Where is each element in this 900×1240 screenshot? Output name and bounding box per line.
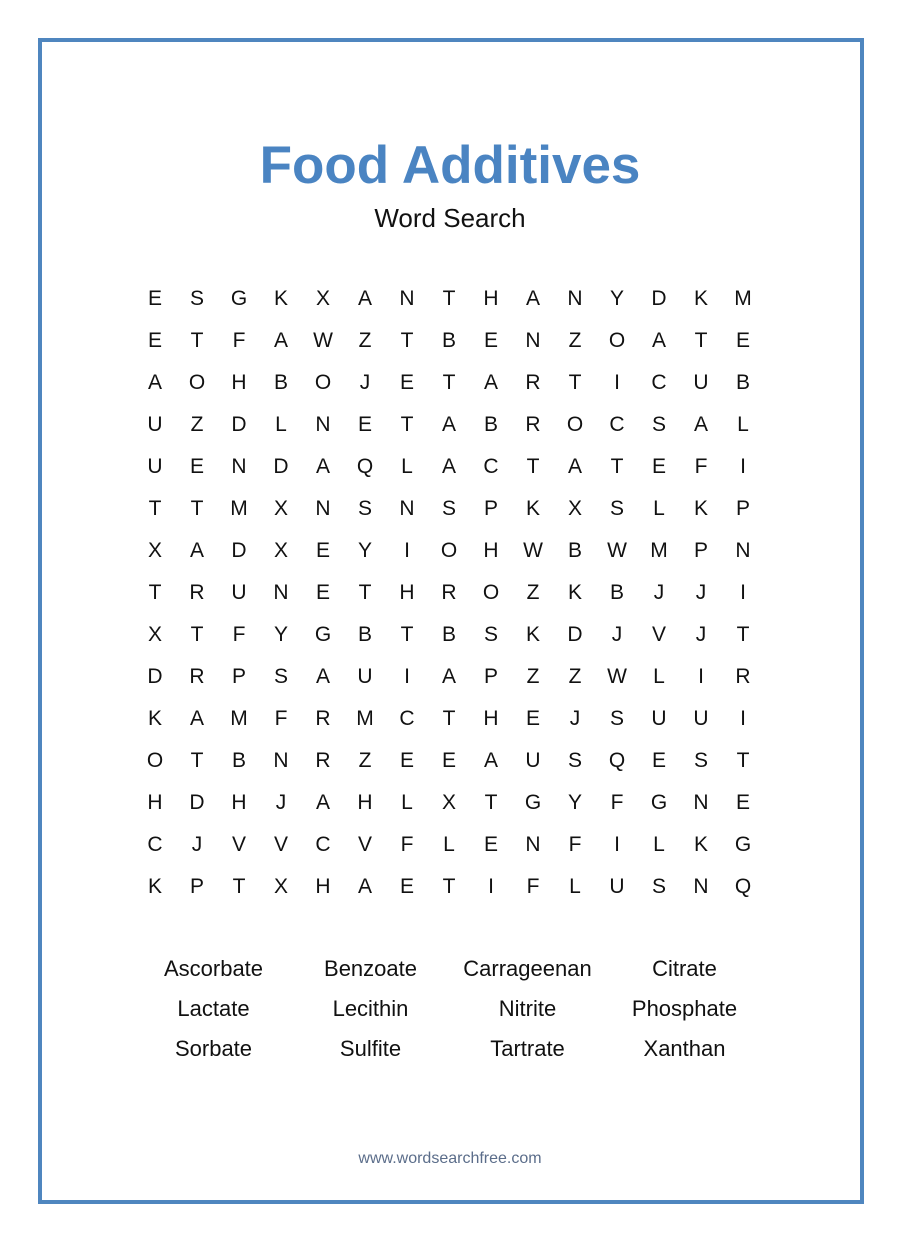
word-list-item: Sorbate bbox=[174, 1036, 253, 1061]
grid-cell: G bbox=[650, 791, 668, 814]
grid-cell: Y bbox=[357, 539, 372, 562]
grid-cell: K bbox=[273, 287, 288, 310]
grid-cell: E bbox=[399, 371, 414, 394]
grid-cell: P bbox=[693, 539, 708, 562]
word-list-item: Lecithin bbox=[332, 996, 409, 1021]
grid-cell: Z bbox=[526, 665, 540, 688]
grid-cell: X bbox=[315, 287, 330, 310]
grid-cell: A bbox=[651, 329, 666, 352]
grid-cell: N bbox=[693, 791, 709, 814]
grid-cell: I bbox=[488, 875, 494, 898]
grid-cell: M bbox=[230, 707, 248, 730]
grid-cell: G bbox=[314, 623, 332, 646]
grid-cell: K bbox=[525, 623, 540, 646]
grid-cell: L bbox=[401, 791, 413, 814]
grid-cell: S bbox=[609, 707, 624, 730]
grid-cell: A bbox=[273, 329, 288, 352]
grid-cell: F bbox=[526, 875, 540, 898]
grid-cell: F bbox=[568, 833, 582, 856]
grid-cell: T bbox=[736, 623, 750, 646]
grid-cell: E bbox=[399, 875, 414, 898]
grid-cell: J bbox=[275, 791, 287, 814]
grid-cell: A bbox=[315, 455, 330, 478]
grid-cell: N bbox=[315, 497, 331, 520]
grid-cell: N bbox=[399, 287, 415, 310]
grid-cell: I bbox=[614, 833, 620, 856]
grid-cell: W bbox=[607, 539, 627, 562]
grid-cell: A bbox=[189, 539, 204, 562]
grid-cell: T bbox=[526, 455, 540, 478]
grid-cell: J bbox=[653, 581, 665, 604]
grid-cell: T bbox=[190, 497, 204, 520]
grid-cell: T bbox=[610, 455, 624, 478]
grid-cell: O bbox=[566, 413, 584, 436]
grid-cell: A bbox=[441, 455, 456, 478]
grid-cell: Y bbox=[567, 791, 582, 814]
word-list-item: Nitrite bbox=[498, 996, 557, 1021]
grid-cell: T bbox=[400, 413, 414, 436]
grid-cell: C bbox=[399, 707, 415, 730]
grid-cell: O bbox=[482, 581, 500, 604]
grid-cell: Z bbox=[568, 329, 582, 352]
grid-cell: Z bbox=[358, 329, 372, 352]
grid-cell: K bbox=[693, 287, 708, 310]
grid-cell: R bbox=[189, 665, 205, 688]
grid-cell: E bbox=[441, 749, 456, 772]
grid-cell: K bbox=[567, 581, 582, 604]
grid-cell: B bbox=[483, 413, 498, 436]
grid-cell: I bbox=[740, 581, 746, 604]
grid-cell: L bbox=[653, 497, 665, 520]
grid-cell: E bbox=[735, 791, 750, 814]
grid-cell: F bbox=[232, 623, 246, 646]
grid-cell: F bbox=[232, 329, 246, 352]
grid-cell: U bbox=[609, 875, 625, 898]
grid-cell: V bbox=[273, 833, 288, 856]
letter-grid bbox=[134, 278, 764, 908]
grid-cell: Q bbox=[356, 455, 374, 478]
grid-cell: U bbox=[231, 581, 247, 604]
grid-cell: G bbox=[524, 791, 542, 814]
grid-cell: X bbox=[147, 539, 162, 562]
grid-cell: M bbox=[734, 287, 752, 310]
grid-cell: I bbox=[740, 455, 746, 478]
grid-cell: H bbox=[483, 539, 499, 562]
grid-cell: E bbox=[651, 749, 666, 772]
grid-cell: Z bbox=[190, 413, 204, 436]
grid-cell: A bbox=[567, 455, 582, 478]
grid-cell: U bbox=[525, 749, 541, 772]
grid-cell: D bbox=[273, 455, 289, 478]
grid-cell: U bbox=[357, 665, 373, 688]
grid-cell: O bbox=[146, 749, 164, 772]
grid-cell: V bbox=[357, 833, 372, 856]
grid-cell: V bbox=[231, 833, 246, 856]
grid-cell: T bbox=[400, 329, 414, 352]
grid-cell: S bbox=[567, 749, 582, 772]
grid-cell: E bbox=[315, 581, 330, 604]
footer-url[interactable]: www.wordsearchfree.com bbox=[358, 1150, 542, 1167]
grid-cell: F bbox=[610, 791, 624, 814]
grid-cell: Y bbox=[273, 623, 288, 646]
grid-cell: T bbox=[736, 749, 750, 772]
grid-cell: A bbox=[357, 287, 372, 310]
grid-cell: L bbox=[653, 665, 665, 688]
grid-cell: N bbox=[735, 539, 751, 562]
grid-cell: A bbox=[441, 413, 456, 436]
grid-cell: H bbox=[231, 371, 247, 394]
grid-cell: P bbox=[189, 875, 204, 898]
grid-cell: T bbox=[190, 749, 204, 772]
grid-cell: H bbox=[483, 707, 499, 730]
grid-cell: P bbox=[483, 665, 498, 688]
grid-cell: R bbox=[525, 413, 541, 436]
grid-cell: P bbox=[231, 665, 246, 688]
grid-cell: U bbox=[147, 455, 163, 478]
grid-cell: R bbox=[735, 665, 751, 688]
grid-cell: S bbox=[651, 875, 666, 898]
grid-cell: U bbox=[651, 707, 667, 730]
grid-cell: A bbox=[147, 371, 162, 394]
word-list-item: Phosphate bbox=[631, 996, 738, 1021]
word-list-item: Tartrate bbox=[490, 1036, 565, 1061]
grid-cell: A bbox=[693, 413, 708, 436]
grid-cell: L bbox=[443, 833, 455, 856]
grid-cell: D bbox=[567, 623, 583, 646]
grid-cell: I bbox=[614, 371, 620, 394]
grid-cell: T bbox=[442, 875, 456, 898]
word-list-item: Ascorbate bbox=[163, 956, 264, 981]
grid-cell: F bbox=[274, 707, 288, 730]
grid-cell: A bbox=[315, 791, 330, 814]
grid-cell: E bbox=[315, 539, 330, 562]
grid-cell: B bbox=[609, 581, 624, 604]
grid-cell: T bbox=[148, 497, 162, 520]
grid-cell: X bbox=[147, 623, 162, 646]
grid-cell: J bbox=[569, 707, 581, 730]
word-list-item: Carrageenan bbox=[463, 956, 592, 981]
grid-cell: T bbox=[568, 371, 582, 394]
grid-cell: N bbox=[693, 875, 709, 898]
grid-cell: R bbox=[441, 581, 457, 604]
grid-cell: H bbox=[399, 581, 415, 604]
grid-cell: U bbox=[693, 371, 709, 394]
page-title: Food Additives bbox=[259, 136, 641, 195]
grid-cell: L bbox=[569, 875, 581, 898]
grid-cell: P bbox=[735, 497, 750, 520]
grid-cell: D bbox=[189, 791, 205, 814]
grid-cell: T bbox=[358, 581, 372, 604]
grid-cell: X bbox=[567, 497, 582, 520]
grid-cell: S bbox=[609, 497, 624, 520]
grid-cell: X bbox=[273, 497, 288, 520]
grid-cell: M bbox=[230, 497, 248, 520]
word-list-item: Sulfite bbox=[339, 1036, 402, 1061]
grid-cell: D bbox=[651, 287, 667, 310]
grid-cell: F bbox=[400, 833, 414, 856]
grid-cell: K bbox=[147, 875, 162, 898]
grid-cell: J bbox=[611, 623, 623, 646]
grid-cell: T bbox=[148, 581, 162, 604]
grid-cell: T bbox=[442, 707, 456, 730]
grid-cell: B bbox=[441, 623, 456, 646]
grid-cell: H bbox=[147, 791, 163, 814]
grid-cell: A bbox=[441, 665, 456, 688]
grid-cell: K bbox=[693, 497, 708, 520]
grid-cell: R bbox=[315, 707, 331, 730]
grid-cell: R bbox=[525, 371, 541, 394]
grid-cell: G bbox=[230, 287, 248, 310]
grid-cell: G bbox=[734, 833, 752, 856]
grid-cell: T bbox=[190, 329, 204, 352]
grid-cell: S bbox=[441, 497, 456, 520]
grid-cell: O bbox=[440, 539, 458, 562]
grid-cell: N bbox=[273, 581, 289, 604]
grid-cell: N bbox=[273, 749, 289, 772]
grid-cell: Z bbox=[526, 581, 540, 604]
grid-cell: U bbox=[693, 707, 709, 730]
grid-cell: T bbox=[190, 623, 204, 646]
grid-cell: Q bbox=[608, 749, 626, 772]
grid-cell: N bbox=[567, 287, 583, 310]
grid-cell: X bbox=[273, 539, 288, 562]
grid-cell: E bbox=[525, 707, 540, 730]
grid-cell: Z bbox=[358, 749, 372, 772]
grid-cell: A bbox=[525, 287, 540, 310]
grid-cell: E bbox=[651, 455, 666, 478]
grid-cell: K bbox=[525, 497, 540, 520]
grid-cell: J bbox=[695, 581, 707, 604]
grid-cell: C bbox=[147, 833, 163, 856]
grid-cell: X bbox=[441, 791, 456, 814]
grid-cell: C bbox=[651, 371, 667, 394]
word-list bbox=[135, 949, 763, 1069]
grid-cell: S bbox=[693, 749, 708, 772]
grid-cell: S bbox=[651, 413, 666, 436]
word-list-item: Lactate bbox=[177, 996, 250, 1021]
word-list-item: Xanthan bbox=[643, 1036, 726, 1061]
grid-cell: F bbox=[694, 455, 708, 478]
grid-cell: E bbox=[483, 329, 498, 352]
grid-cell: E bbox=[399, 749, 414, 772]
grid-cell: W bbox=[313, 329, 333, 352]
grid-cell: B bbox=[735, 371, 750, 394]
grid-cell: A bbox=[483, 749, 498, 772]
grid-cell: L bbox=[653, 833, 665, 856]
grid-cell: O bbox=[314, 371, 332, 394]
grid-cell: H bbox=[357, 791, 373, 814]
grid-cell: N bbox=[399, 497, 415, 520]
grid-cell: M bbox=[650, 539, 668, 562]
grid-cell: S bbox=[357, 497, 372, 520]
grid-cell: I bbox=[740, 707, 746, 730]
grid-cell: B bbox=[231, 749, 246, 772]
grid-cell: E bbox=[147, 287, 162, 310]
grid-cell: C bbox=[483, 455, 499, 478]
grid-cell: C bbox=[315, 833, 331, 856]
grid-cell: E bbox=[147, 329, 162, 352]
grid-cell: T bbox=[400, 623, 414, 646]
grid-cell: N bbox=[525, 833, 541, 856]
grid-cell: K bbox=[147, 707, 162, 730]
grid-cell: S bbox=[273, 665, 288, 688]
grid-cell: R bbox=[189, 581, 205, 604]
grid-cell: B bbox=[357, 623, 372, 646]
grid-cell: M bbox=[356, 707, 374, 730]
grid-cell: D bbox=[231, 539, 247, 562]
grid-cell: U bbox=[147, 413, 163, 436]
grid-cell: A bbox=[483, 371, 498, 394]
grid-cell: Y bbox=[609, 287, 624, 310]
grid-cell: H bbox=[483, 287, 499, 310]
grid-cell: A bbox=[189, 707, 204, 730]
grid-cell: T bbox=[694, 329, 708, 352]
grid-cell: P bbox=[483, 497, 498, 520]
grid-cell: T bbox=[484, 791, 498, 814]
grid-cell: N bbox=[315, 413, 331, 436]
grid-cell: J bbox=[359, 371, 371, 394]
grid-cell: W bbox=[523, 539, 543, 562]
grid-cell: H bbox=[315, 875, 331, 898]
grid-cell: S bbox=[189, 287, 204, 310]
grid-cell: T bbox=[232, 875, 246, 898]
grid-cell: D bbox=[147, 665, 163, 688]
grid-cell: O bbox=[188, 371, 206, 394]
grid-cell: T bbox=[442, 371, 456, 394]
word-list-item: Benzoate bbox=[324, 956, 417, 981]
grid-cell: C bbox=[609, 413, 625, 436]
grid-cell: E bbox=[357, 413, 372, 436]
grid-cell: V bbox=[651, 623, 666, 646]
grid-cell: W bbox=[607, 665, 627, 688]
grid-cell: B bbox=[273, 371, 288, 394]
grid-cell: E bbox=[189, 455, 204, 478]
grid-cell: L bbox=[275, 413, 287, 436]
grid-cell: T bbox=[442, 287, 456, 310]
grid-cell: A bbox=[357, 875, 372, 898]
grid-cell: Q bbox=[734, 875, 752, 898]
grid-cell: B bbox=[441, 329, 456, 352]
grid-cell: N bbox=[231, 455, 247, 478]
grid-cell: K bbox=[693, 833, 708, 856]
word-list-item: Citrate bbox=[652, 956, 717, 981]
grid-cell: L bbox=[737, 413, 749, 436]
grid-cell: H bbox=[231, 791, 247, 814]
grid-cell: E bbox=[483, 833, 498, 856]
grid-cell: R bbox=[315, 749, 331, 772]
page-subtitle: Word Search bbox=[374, 203, 526, 233]
grid-cell: I bbox=[698, 665, 704, 688]
grid-cell: X bbox=[273, 875, 288, 898]
grid-cell: I bbox=[404, 539, 410, 562]
grid-cell: I bbox=[404, 665, 410, 688]
grid-cell: L bbox=[401, 455, 413, 478]
grid-cell: O bbox=[608, 329, 626, 352]
grid-cell: D bbox=[231, 413, 247, 436]
grid-cell: E bbox=[735, 329, 750, 352]
grid-cell: N bbox=[525, 329, 541, 352]
grid-cell: B bbox=[567, 539, 582, 562]
grid-cell: Z bbox=[568, 665, 582, 688]
grid-cell: J bbox=[695, 623, 707, 646]
grid-cell: S bbox=[483, 623, 498, 646]
grid-cell: A bbox=[315, 665, 330, 688]
grid-cell: J bbox=[191, 833, 203, 856]
